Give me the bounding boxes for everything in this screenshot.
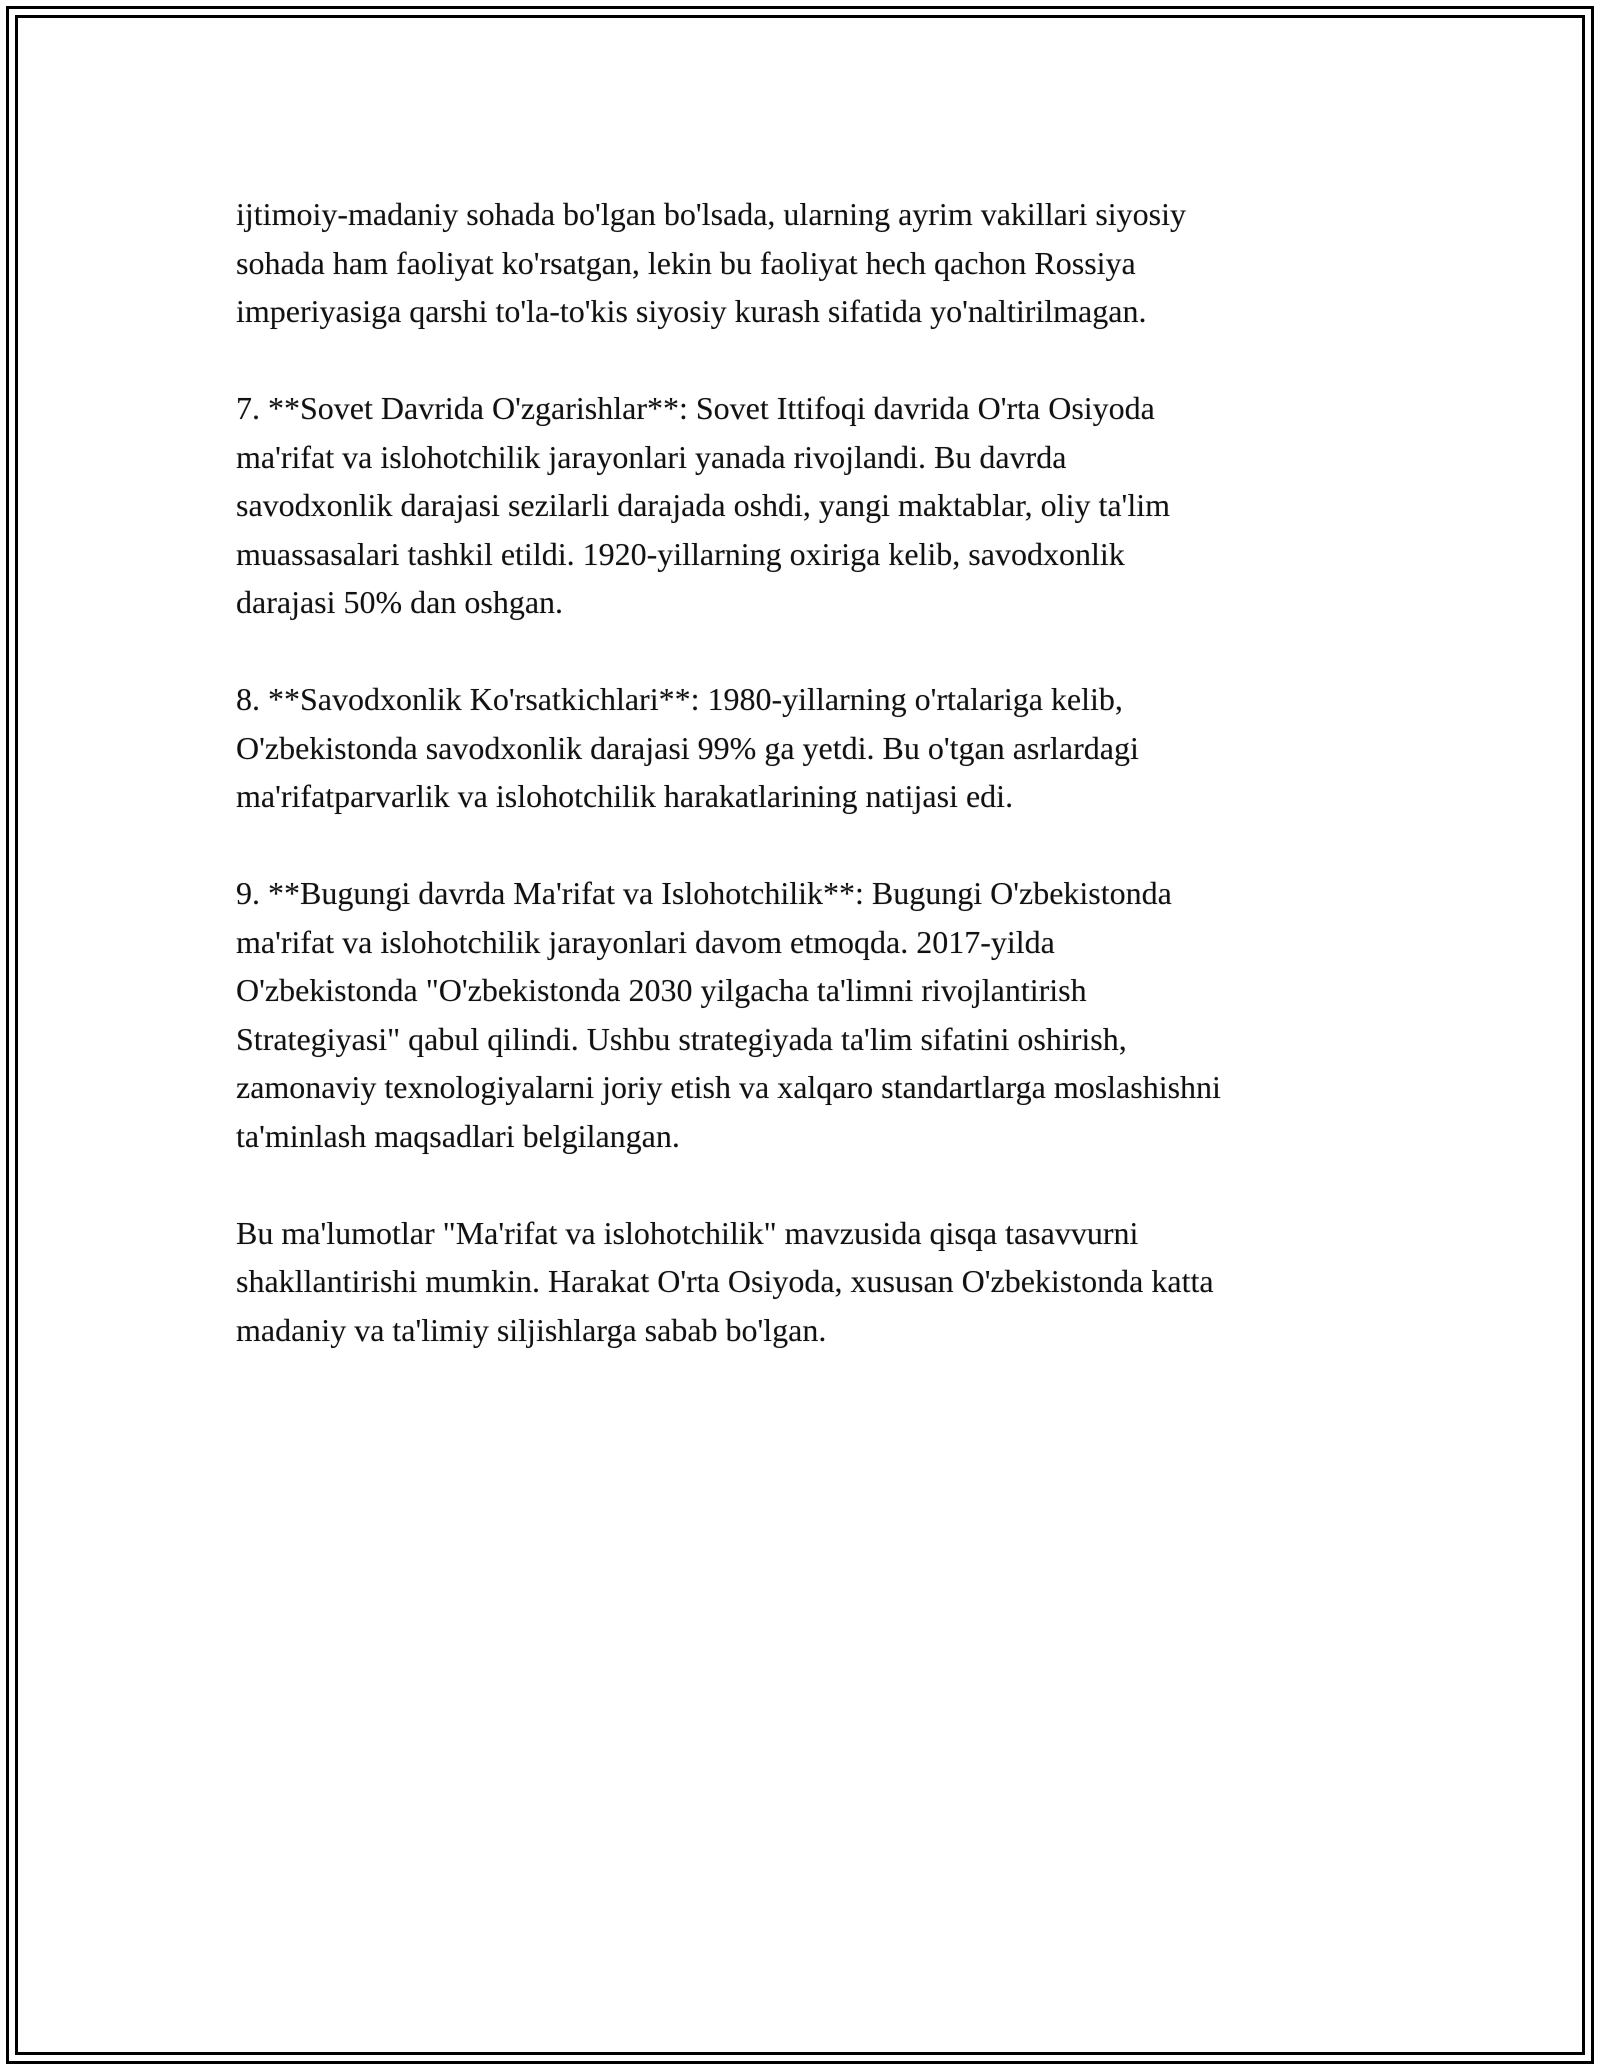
paragraph-modern-enlightenment: 9. **Bugungi davrda Ma'rifat va Islohotchilik**: Bugungi O'zbekistonda ma'rifat va islohotchilik jarayonlari davom etmoqda. 2017-yilda O'zbekistonda "O'zbekistonda 2030 yilgacha ta'limni rivojlantirish Strategiyasi" qabul qilindi. Ushbu strategiyada ta'lim sifatini oshirish, zamonaviy texnologiyalarni joriy etish va xalqaro standartlarga moslashishni ta'minlash maqsadlari belgilangan.: [236, 875, 1221, 1154]
paragraph-conclusion: Bu ma'lumotlar "Ma'rifat va islohotchilik" mavzusida qisqa tasavvurni shakllantirishi mumkin. Harakat O'rta Osiyoda, xususan O'zbekistonda katta madaniy va ta'limiy siljishlarga sabab bo'lgan.: [236, 1214, 1214, 1348]
paragraph-soviet-changes: 7. **Sovet Davrida O'zgarishlar**: Sovet Ittifoqi davrida O'rta Osiyoda ma'rifat va islohotchilik jarayonlari yanada rivojlandi. Bu davrda savodxonlik darajasi sezilarli darajada oshdi, yangi maktablar, oliy ta'lim muassasalari tashkil etildi. 1920-yillarning oxiriga kelib, savodxonlik darajasi 50% dan oshgan.: [236, 390, 1170, 620]
document-body: [236, 190, 1376, 1403]
paragraph-intro-continuation: ijtimoiy-madaniy sohada bo'lgan bo'lsada, ularning ayrim vakillari siyosiy sohada ham faoliyat ko'rsatgan, lekin bu faoliyat hech qachon Rossiya imperiyasiga qarshi to'la-to'kis siyosiy kurash sifatida yo'naltirilmagan.: [236, 196, 1187, 329]
paragraph-literacy-indicators: 8. **Savodxonlik Ko'rsatkichlari**: 1980-yillarning o'rtalariga kelib, O'zbekistonda savodxonlik darajasi 99% ga yetdi. Bu o'tgan asrlardagi ma'rifatparvarlik va islohotchilik harakatlarining natijasi edi.: [236, 681, 1139, 814]
